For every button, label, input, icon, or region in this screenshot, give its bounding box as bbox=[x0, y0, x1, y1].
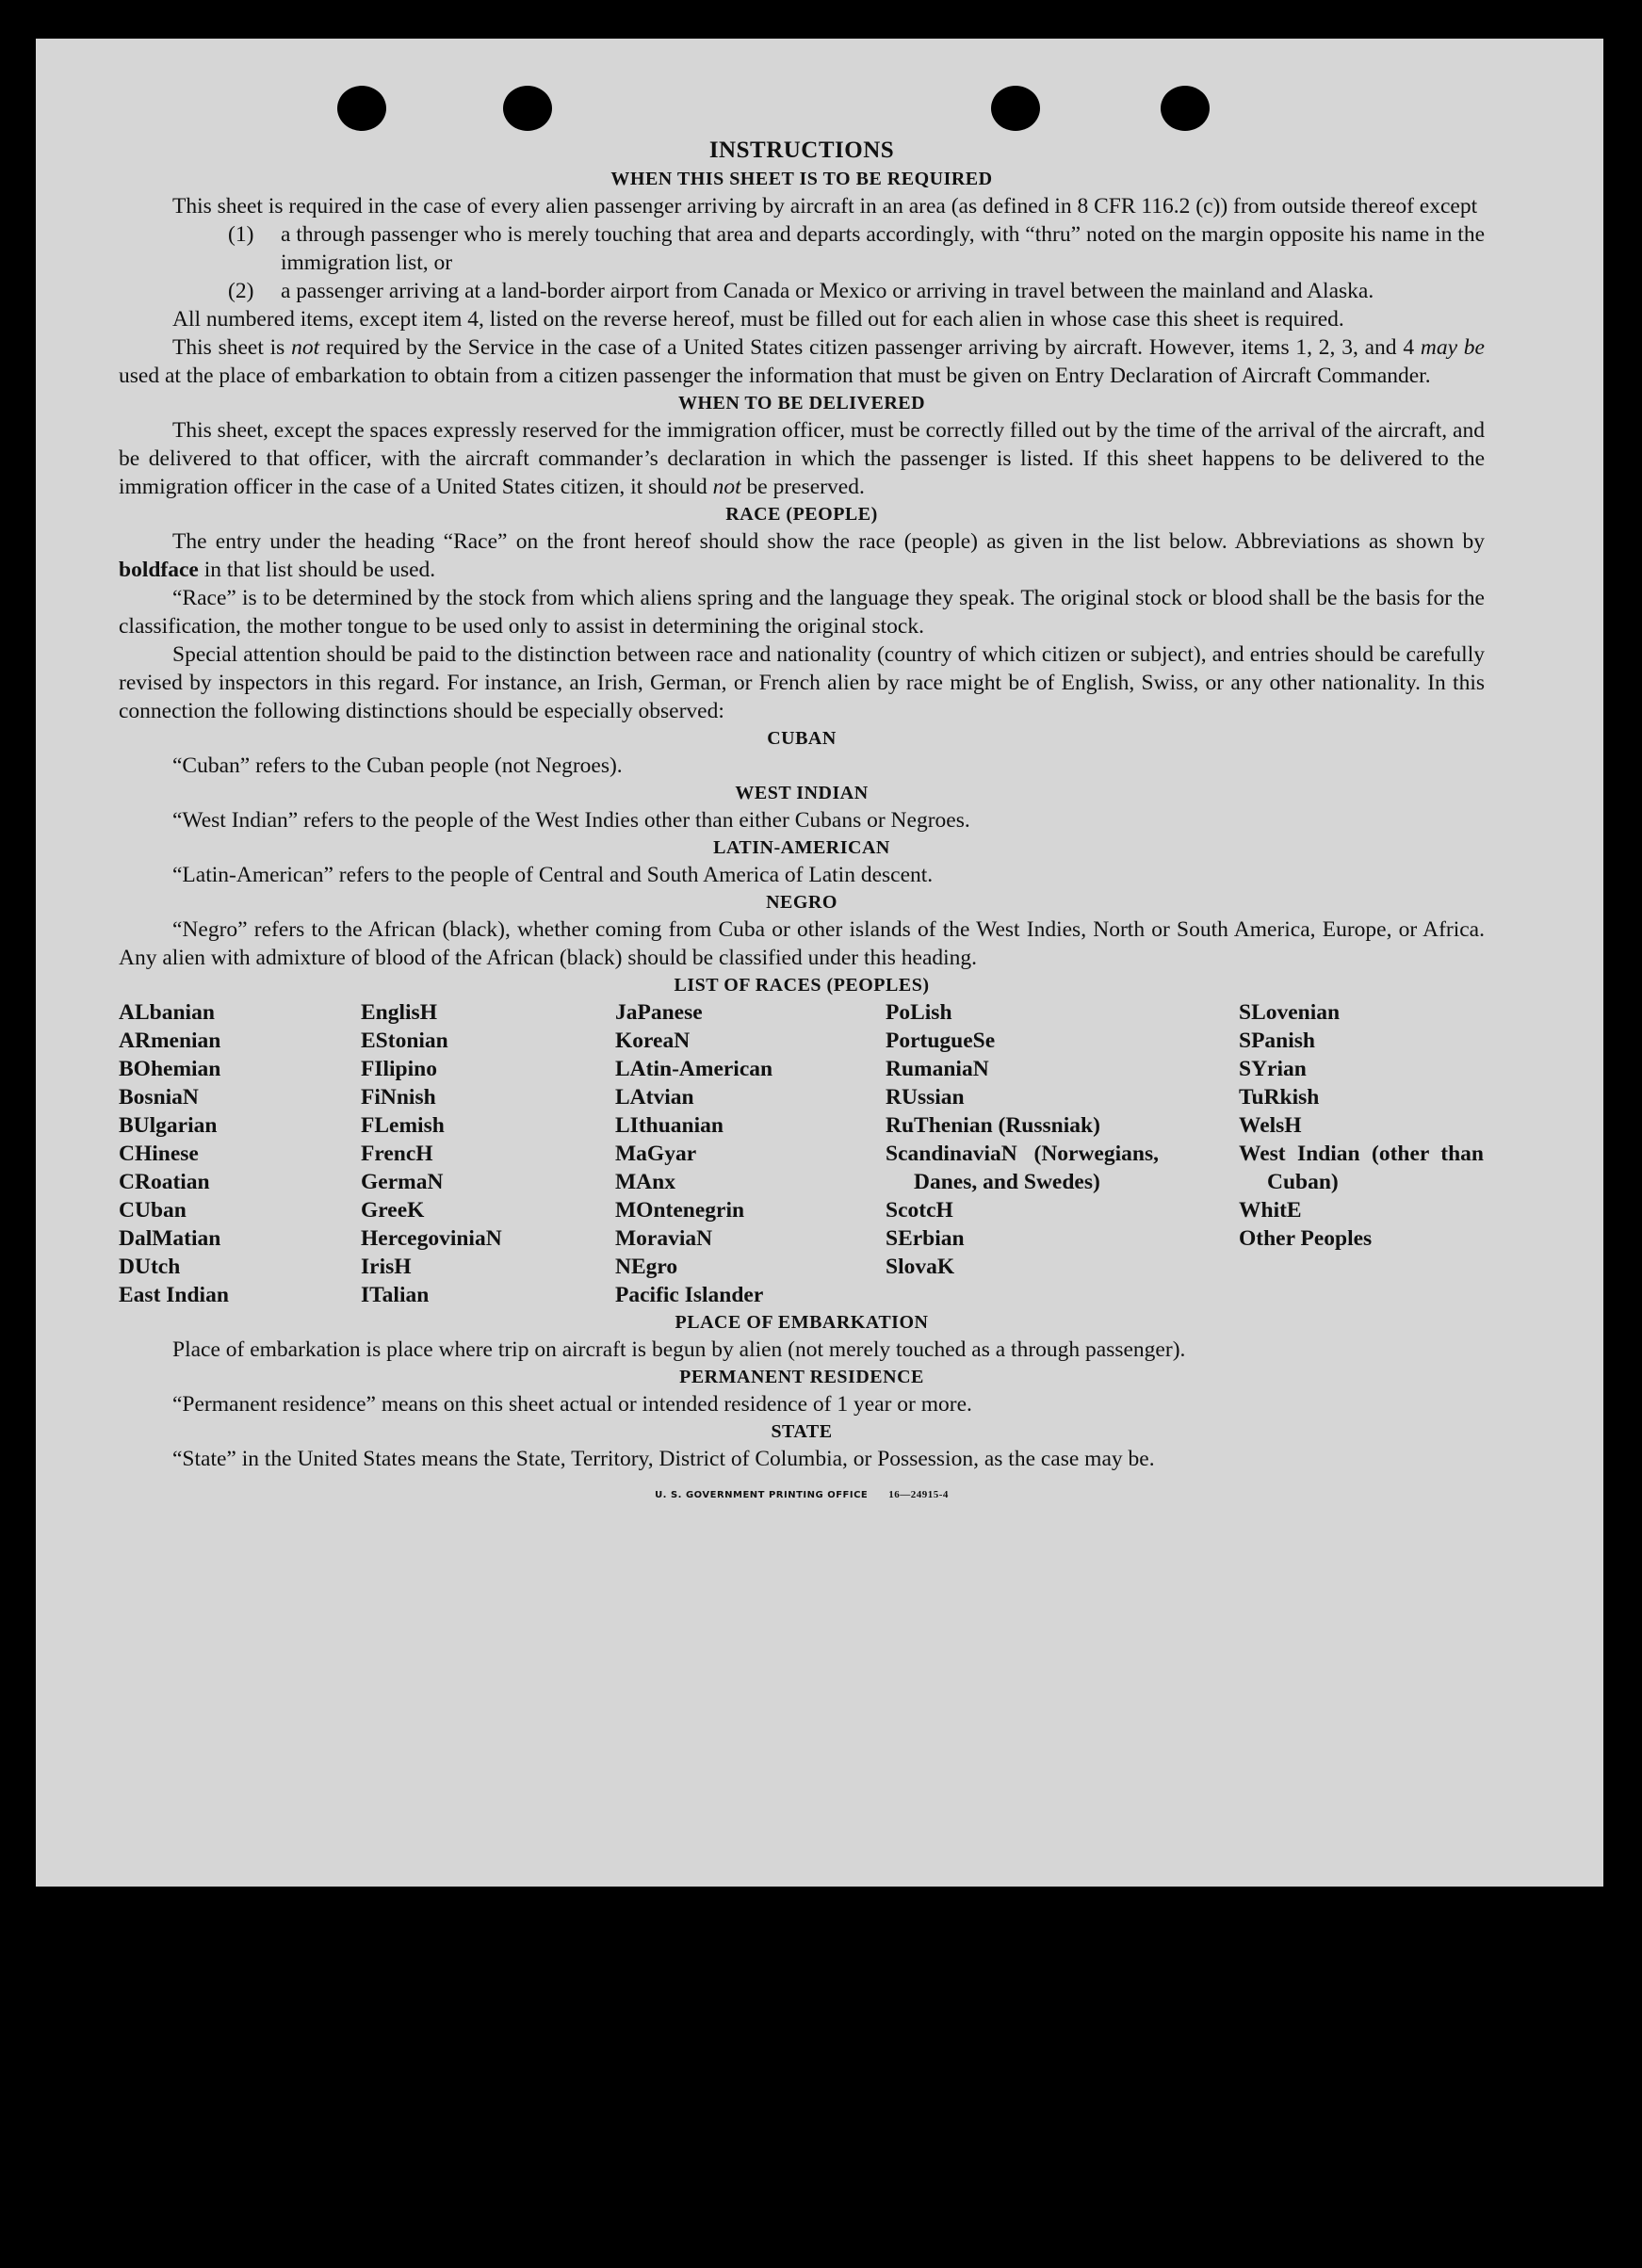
race-entry: Other Peoples bbox=[1239, 1226, 1373, 1251]
printer-imprint bbox=[119, 1481, 1485, 1510]
item-number: (2) bbox=[228, 279, 254, 303]
section-heading: LIST OF RACES (PEOPLES) bbox=[674, 975, 930, 996]
race-entry: LAtin-American bbox=[615, 1057, 773, 1081]
race-entry: DUtch bbox=[119, 1255, 181, 1279]
race-entry: GermaN bbox=[361, 1170, 444, 1194]
punch-hole bbox=[337, 86, 386, 131]
section-heading: WHEN TO BE DELIVERED bbox=[677, 393, 926, 413]
paragraph: “West Indian” refers to the people of the West Indies other than either Cubans or Negroes. bbox=[172, 808, 970, 833]
race-entry: ARmenian bbox=[119, 1029, 221, 1053]
printer-name: U. S. GOVERNMENT PRINTING OFFICE bbox=[655, 1490, 869, 1500]
race-entry: NEgro bbox=[615, 1255, 678, 1279]
text: in that list should be used. bbox=[198, 558, 436, 582]
race-entry: MAnx bbox=[615, 1170, 675, 1194]
race-entry: Pacific Islander bbox=[615, 1283, 764, 1307]
section-heading: STATE bbox=[771, 1421, 833, 1442]
list-item bbox=[228, 220, 1485, 277]
punch-hole bbox=[991, 86, 1040, 131]
item-number: (1) bbox=[228, 222, 254, 247]
race-entry: DalMatian bbox=[119, 1226, 221, 1251]
instructions-content bbox=[119, 136, 1485, 1510]
paragraph: “State” in the United States means the State, Territory, District of Columbia, or Possession, as the case may be. bbox=[172, 1447, 1155, 1471]
race-entry: PortugueSe bbox=[886, 1029, 996, 1053]
race-entry: CUban bbox=[119, 1198, 187, 1223]
race-entry: FiNnish bbox=[361, 1085, 436, 1110]
race-entry: RuThenian (Russniak) bbox=[886, 1113, 1100, 1138]
page-title: INSTRUCTIONS bbox=[708, 138, 895, 163]
race-column bbox=[615, 998, 870, 1309]
paragraph bbox=[119, 333, 1485, 390]
race-entry: EnglisH bbox=[361, 1000, 437, 1025]
race-entry: KoreaN bbox=[615, 1029, 691, 1053]
race-entry: IrisH bbox=[361, 1255, 412, 1279]
race-entry: CHinese bbox=[119, 1142, 199, 1166]
race-entry: MOntenegrin bbox=[615, 1198, 745, 1223]
document-page bbox=[36, 39, 1603, 1887]
section-heading: WEST INDIAN bbox=[735, 783, 869, 803]
punch-hole bbox=[503, 86, 552, 131]
paragraph bbox=[119, 527, 1485, 584]
race-entry: TuRkish bbox=[1239, 1085, 1320, 1110]
race-column bbox=[119, 998, 345, 1309]
paragraph bbox=[119, 416, 1485, 501]
race-entry: SPanish bbox=[1239, 1029, 1315, 1053]
item-text: a through passenger who is merely touching that area and departs accordingly, with “thru” noted on the margin opposite his name in the immigration list, or bbox=[281, 222, 1485, 275]
race-entry: West Indian (other than Cuban) bbox=[1239, 1142, 1484, 1194]
race-entry: FrencH bbox=[361, 1142, 433, 1166]
race-entry: LAtvian bbox=[615, 1085, 694, 1110]
paragraph: This sheet is required in the case of every alien passenger arriving by aircraft in an area (as defined in 8 CFR 116.2 (c)) from outside thereof except bbox=[172, 194, 1478, 219]
race-entry: LIthuanian bbox=[615, 1113, 723, 1138]
emphasis: not bbox=[712, 475, 741, 499]
paragraph: All numbered items, except item 4, listed on the reverse hereof, must be filled out for each alien in whose case this sheet is required. bbox=[172, 307, 1344, 332]
race-entry: SYrian bbox=[1239, 1057, 1307, 1081]
race-entry: WelsH bbox=[1239, 1113, 1302, 1138]
race-entry: CRoatian bbox=[119, 1170, 210, 1194]
paragraph: Special attention should be paid to the distinction between race and nationality (country of which citizen or subject), and entries should be carefully revised by inspectors in this regard. For instance, an Irish, German, or French alien by race might be of English, Swiss, or any other nationality. In this connection the following distinctions should be especially observed: bbox=[119, 642, 1485, 723]
text: required by the Service in the case of a United States citizen passenger arriving by aircraft. However, items 1, 2, 3, and 4 bbox=[319, 335, 1421, 360]
text: This sheet, except the spaces expressly reserved for the immigration officer, must be correctly filled out by the time of the arrival of the aircraft, and be delivered to that officer, with the aircraft commander’s declaration in which the passenger is listed. If this sheet happens to be delivered to the immigration officer in the case of a United States citizen, it should bbox=[119, 418, 1485, 499]
text: This sheet is bbox=[172, 335, 292, 360]
race-entry: ScotcH bbox=[886, 1198, 953, 1223]
race-entry: East Indian bbox=[119, 1283, 229, 1307]
section-heading: RACE (PEOPLE) bbox=[725, 504, 878, 525]
race-entry: SErbian bbox=[886, 1226, 965, 1251]
race-entry: ITalian bbox=[361, 1283, 430, 1307]
race-entry: BosniaN bbox=[119, 1085, 199, 1110]
paragraph: “Negro” refers to the African (black), whether coming from Cuba or other islands of the West Indies, North or South America, Europe, or Africa. Any alien with admixture of blood of the African (black) should be classified under this heading. bbox=[119, 917, 1485, 970]
text: used at the place of embarkation to obtain from a citizen passenger the information that must be given on Entry Declaration of Aircraft Commander. bbox=[119, 364, 1431, 388]
race-entry: ALbanian bbox=[119, 1000, 215, 1025]
race-entry: GreeK bbox=[361, 1198, 425, 1223]
text: The entry under the heading “Race” on the front hereof should show the race (people) as given in the list below. Abbreviations as shown by bbox=[172, 529, 1485, 554]
punch-hole bbox=[1161, 86, 1210, 131]
race-entry: EStonian bbox=[361, 1029, 448, 1053]
race-column bbox=[1239, 998, 1484, 1253]
race-entry: HercegoviniaN bbox=[361, 1226, 502, 1251]
text: be preserved. bbox=[740, 475, 865, 499]
section-heading: PERMANENT RESIDENCE bbox=[679, 1367, 924, 1387]
paragraph: “Permanent residence” means on this sheet actual or intended residence of 1 year or more. bbox=[172, 1392, 972, 1417]
race-entry: ScandinaviaN (Norwegians, Danes, and Swedes) bbox=[886, 1142, 1159, 1194]
paragraph: “Cuban” refers to the Cuban people (not Negroes). bbox=[172, 753, 623, 778]
section-heading: CUBAN bbox=[767, 728, 837, 749]
race-entry: FIlipino bbox=[361, 1057, 437, 1081]
section-heading: PLACE OF EMBARKATION bbox=[675, 1312, 929, 1333]
race-entry: PoLish bbox=[886, 1000, 952, 1025]
paragraph: Place of embarkation is place where trip on aircraft is begun by alien (not merely touched as a through passenger). bbox=[172, 1337, 1186, 1362]
section-heading: LATIN-AMERICAN bbox=[713, 837, 890, 858]
race-entry: JaPanese bbox=[615, 1000, 703, 1025]
race-entry: BUlgarian bbox=[119, 1113, 218, 1138]
section-heading: WHEN THIS SHEET IS TO BE REQUIRED bbox=[610, 169, 993, 189]
race-entry: RumaniaN bbox=[886, 1057, 989, 1081]
race-entry: FLemish bbox=[361, 1113, 445, 1138]
race-column bbox=[886, 998, 1159, 1281]
race-column bbox=[361, 998, 596, 1309]
race-entry: SLovenian bbox=[1239, 1000, 1341, 1025]
paragraph: “Race” is to be determined by the stock from which aliens spring and the language they speak. The original stock or blood shall be the basis for the classification, the mother tongue to be used only to assist in determining the original stock. bbox=[119, 586, 1485, 639]
emphasis: may be bbox=[1420, 335, 1485, 360]
race-list bbox=[119, 998, 1485, 1309]
form-code: 16—24915-4 bbox=[888, 1489, 949, 1500]
item-text: a passenger arriving at a land-border airport from Canada or Mexico or arriving in travel between the mainland and Alaska. bbox=[281, 279, 1374, 303]
race-entry: MaGyar bbox=[615, 1142, 697, 1166]
race-entry: BOhemian bbox=[119, 1057, 221, 1081]
emphasis: not bbox=[291, 335, 320, 360]
section-heading: NEGRO bbox=[766, 892, 837, 913]
race-entry: RUssian bbox=[886, 1085, 965, 1110]
race-entry: SlovaK bbox=[886, 1255, 955, 1279]
paragraph: “Latin-American” refers to the people of Central and South America of Latin descent. bbox=[172, 863, 934, 887]
race-entry: MoraviaN bbox=[615, 1226, 713, 1251]
bold-text: boldface bbox=[119, 558, 199, 582]
race-entry: WhitE bbox=[1239, 1198, 1302, 1223]
list-item bbox=[228, 277, 1485, 305]
